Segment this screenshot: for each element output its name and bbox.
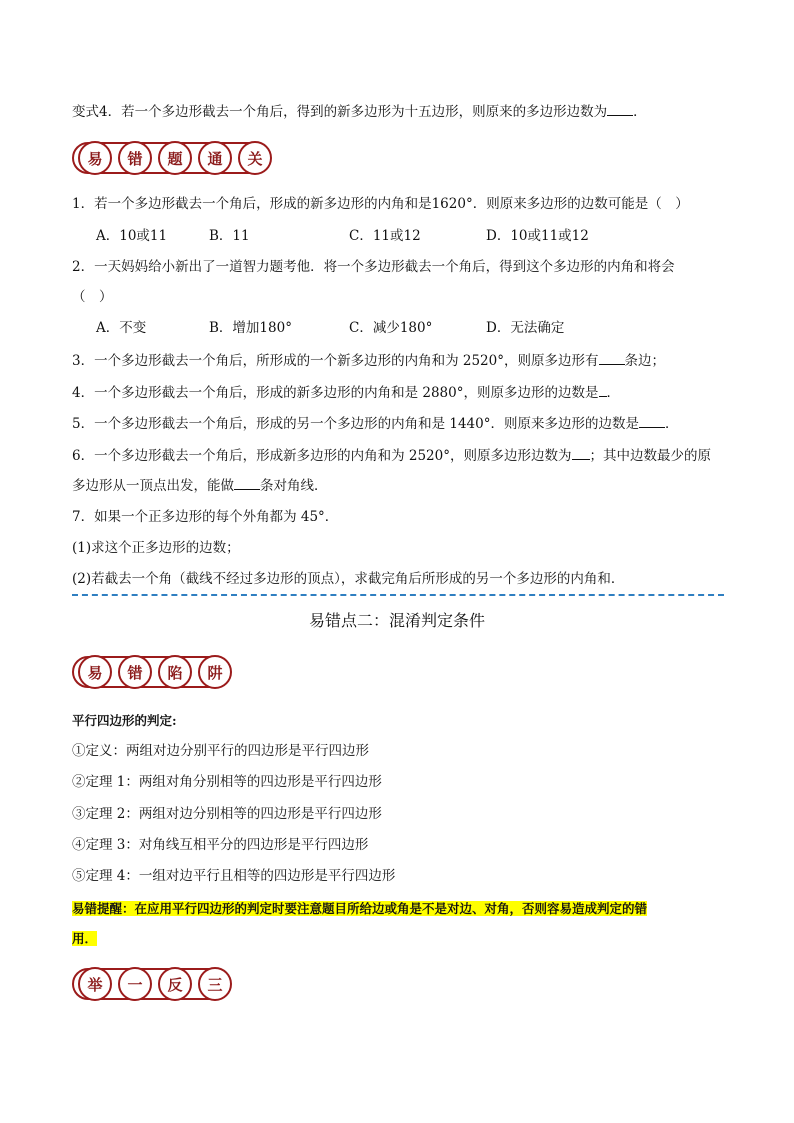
badge-letter: 易 xyxy=(78,655,112,689)
tip-line-2 xyxy=(72,929,97,949)
rule-3: ③定理 2：两组对边分别相等的四边形是平行四边形 xyxy=(72,806,382,822)
q4-text-end: ． xyxy=(606,385,620,401)
answer-blank xyxy=(234,475,260,490)
variant-4-text: 变式4．若一个多边形截去一个角后，得到的新多边形为十五边形，则原来的多边形边数为 xyxy=(72,104,608,120)
rule-5: ⑤定理 4：一组对边平行且相等的四边形是平行四边形 xyxy=(72,868,396,884)
q6-text-end: 条对角线． xyxy=(260,478,328,494)
badge-letter: 反 xyxy=(158,967,192,1001)
tip-line-1 xyxy=(72,899,647,919)
q2-option-d: D．无法确定 xyxy=(486,320,565,336)
answer-blank xyxy=(599,350,625,365)
q2-option-b: B．增加180° xyxy=(209,320,292,336)
question-6-line-1 xyxy=(72,445,711,466)
badge-letters xyxy=(72,967,238,1001)
question-5 xyxy=(72,413,679,434)
q6-text-mid: ；其中边数最少的原 xyxy=(589,448,711,464)
q3-text: 3．一个多边形截去一个角后，所形成的一个新多边形的内角和为 2520°，则原多边形有 xyxy=(72,353,599,369)
q4-text: 4．一个多边形截去一个角后，形成的新多边形的内角和是 2880°，则原多边形的边数是 xyxy=(72,385,599,401)
badge-letter: 阱 xyxy=(198,655,232,689)
q5-text: 5．一个多边形截去一个角后，形成的另一个多边形的内角和是 1440°．则原来多边形的边数是 xyxy=(72,416,639,432)
badge-letters xyxy=(72,141,278,175)
badge-letter: 错 xyxy=(118,141,152,175)
question-1: 1．若一个多边形截去一个角后，形成的新多边形的内角和是1620°．则原来多边形的边数可能是（ ） xyxy=(72,196,689,212)
question-4 xyxy=(72,382,620,403)
badge-yi-cuo-xian-jing xyxy=(72,652,238,692)
question-6-line-2 xyxy=(72,475,328,496)
badge-yi-cuo-ti-tong-guan xyxy=(72,138,278,178)
badge-letter: 题 xyxy=(158,141,192,175)
section-divider xyxy=(72,594,724,596)
rule-2: ②定理 1：两组对角分别相等的四边形是平行四边形 xyxy=(72,774,382,790)
answer-blank xyxy=(599,382,607,397)
rule-4: ④定理 3：对角线互相平分的四边形是平行四边形 xyxy=(72,837,369,853)
q2-option-a: A．不变 xyxy=(96,320,147,336)
tip-text-end: 用． xyxy=(72,931,98,946)
q5-text-end: ． xyxy=(665,416,679,432)
question-7-part-1: (1)求这个正多边形的边数； xyxy=(72,540,240,556)
badge-letters xyxy=(72,655,238,689)
badge-letter: 通 xyxy=(198,141,232,175)
badge-letter: 易 xyxy=(78,141,112,175)
q6-text-2: 多边形从一顶点出发，能做 xyxy=(72,478,234,494)
badge-letter: 举 xyxy=(78,967,112,1001)
answer-blank xyxy=(572,445,590,460)
badge-letter: 陷 xyxy=(158,655,192,689)
answer-blank xyxy=(607,101,633,116)
q3-text-end: 条边； xyxy=(624,353,665,369)
section-title: 易错点二：混淆判定条件 xyxy=(308,611,485,630)
rule-1: ①定义：两组对边分别平行的四边形是平行四边形 xyxy=(72,743,369,759)
badge-letter: 三 xyxy=(198,967,232,1001)
q1-option-a: A．10或11 xyxy=(96,228,168,244)
question-7: 7．如果一个正多边形的每个外角都为 45°． xyxy=(72,509,339,525)
q6-text: 6．一个多边形截去一个角后，形成新多边形的内角和为 2520°，则原多边形边数为 xyxy=(72,448,572,464)
tip-text: 易错提醒：在应用平行四边形的判定时要注意题目所给边或角是不是对边、对角，否则容易造成判定的错 xyxy=(72,901,648,916)
badge-letter: 关 xyxy=(238,141,272,175)
q2-option-c: C．减少180° xyxy=(349,320,433,336)
badge-letter: 一 xyxy=(118,967,152,1001)
q1-option-c: C．11或12 xyxy=(349,228,421,244)
question-7-part-2: (2)若截去一个角（截线不经过多边形的顶点），求截完角后所形成的另一个多边形的内角和． xyxy=(72,571,625,587)
answer-blank xyxy=(639,413,665,428)
q1-option-b: B．11 xyxy=(209,228,250,244)
question-2-line-1: 2．一天妈妈给小新出了一道智力题考他．将一个多边形截去一个角后，得到这个多边形的内角和将会 xyxy=(72,259,675,275)
question-3 xyxy=(72,350,665,371)
badge-ju-yi-fan-san xyxy=(72,964,238,1004)
badge-letter: 错 xyxy=(118,655,152,689)
variant-4-question: 变式4．若一个多边形截去一个角后，得到的新多边形为十五边形，则原来的多边形边数为 ． xyxy=(72,101,647,122)
rule-title: 平行四边形的判定: xyxy=(72,713,177,728)
question-2-line-2: （ ） xyxy=(72,289,113,305)
q1-option-d: D．10或11或12 xyxy=(486,228,589,244)
